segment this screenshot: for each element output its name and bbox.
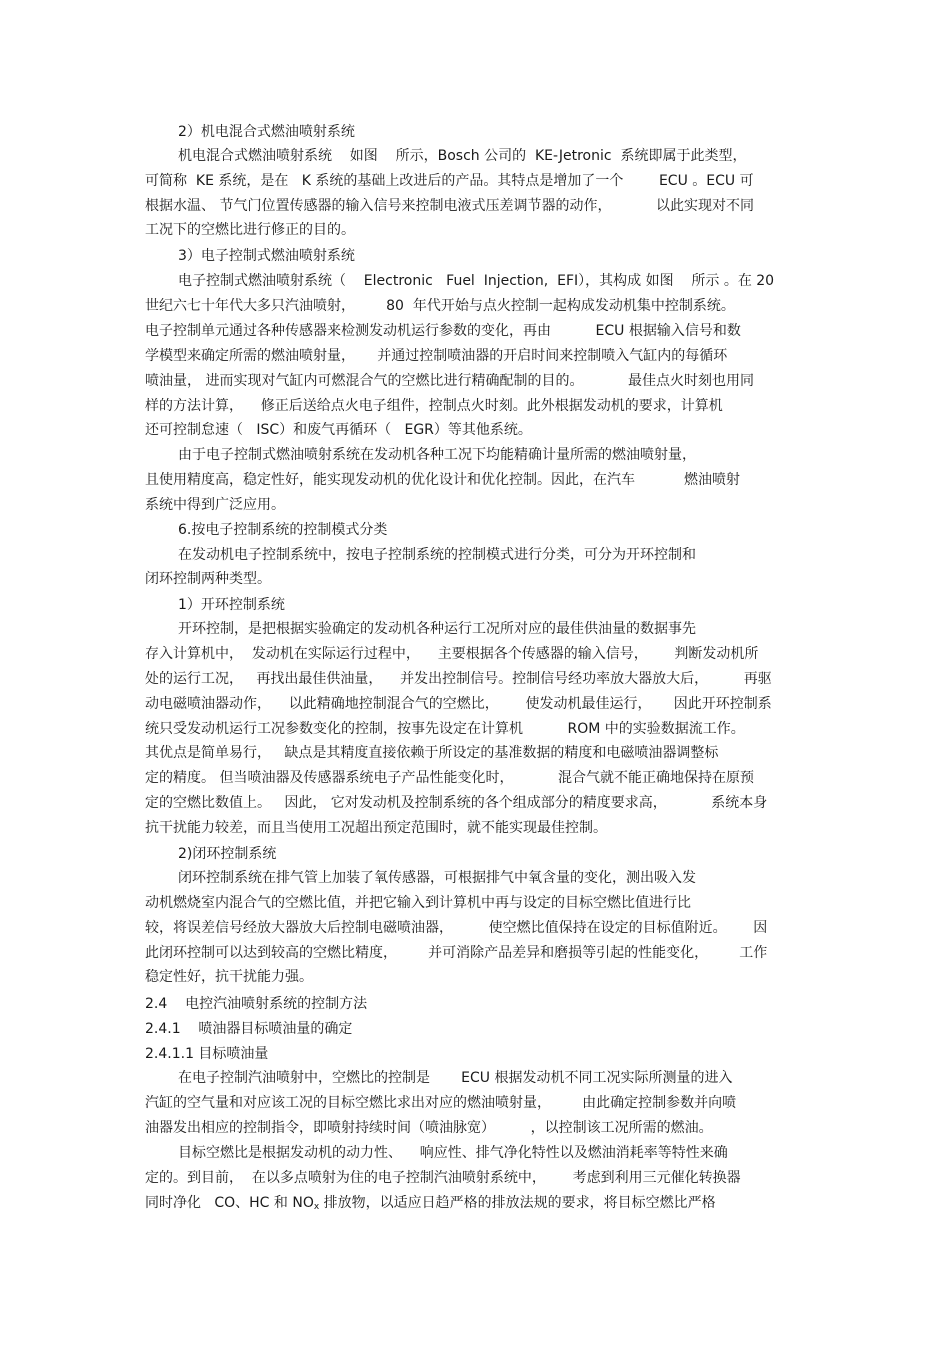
paragraph-line: 闭环控制系统在排气管上加装了氧传感器，可根据排气中氧含量的变化，测出吸入发 [178, 870, 696, 886]
paragraph-line: 还可控制怠速（ ISC）和废气再循环（ EGR）等其他系统。 [145, 422, 532, 438]
paragraph-line: 机电混合式燃油喷射系统 如图 所示，Bosch 公司的 KE-Jetronic 系统即属于此类型， [178, 148, 747, 164]
subscript-x: x [313, 1202, 320, 1212]
paragraph-line: 根据水温、 节气门位置传感器的输入信号来控制电液式压差调节器的动作， 以此实现对不同 [145, 198, 754, 214]
paragraph-line: 喷油量， 进而实现对气缸内可燃混合气的空燃比进行精确配制的目的。 最佳点火时刻也用同 [145, 373, 754, 389]
paragraph-line: 动电磁喷油器动作， 以此精确地控制混合气的空燃比， 使发动机最佳运行， 因此开环控制系 [145, 696, 772, 712]
paragraph-line: 定的精度。 但当喷油器及传感器系统电子产品性能变化时， 混合气就不能正确地保持在原预 [145, 770, 754, 786]
section-heading: 2）机电混合式燃油喷射系统 [178, 124, 355, 140]
paragraph-line: 此闭环控制可以达到较高的空燃比精度， 并可消除产品差异和磨损等引起的性能变化， 工作 [145, 945, 768, 961]
paragraph-line: 世纪六七十年代大多只汽油喷射， 80 年代开始与点火控制一起构成发动机集中控制系统。 [145, 298, 735, 314]
section-heading: 2.4.1.1 目标喷油量 [145, 1046, 269, 1062]
paragraph-line: 统只受发动机运行工况参数变化的控制，按事先设定在计算机 ROM 中的实验数据流工作。 [145, 721, 745, 737]
paragraph-line: 样的方法计算， 修正后送给点火电子组件，控制点火时刻。此外根据发动机的要求，计算机 [145, 398, 723, 414]
paragraph-line: 系统中得到广泛应用。 [145, 497, 285, 513]
paragraph-line: 闭环控制两种类型。 [145, 571, 271, 587]
paragraph-line: 稳定性好，抗干扰能力强。 [145, 969, 313, 985]
paragraph-line: 定的空燃比数值上。 因此， 它对发动机及控制系统的各个组成部分的精度要求高， 系统本身 [145, 795, 768, 811]
paragraph-line: 在发动机电子控制系统中，按电子控制系统的控制模式进行分类，可分为开环控制和 [178, 547, 696, 563]
section-heading: 2.4 电控汽油喷射系统的控制方法 [145, 996, 368, 1012]
paragraph-line: 电子控制式燃油喷射系统（ Electronic Fuel Injection, EFI），其构成 如图 所示 。在 20 [178, 273, 775, 289]
text-before-subscript: 同时净化 CO、HC 和 NO [145, 1195, 314, 1211]
section-heading: 2.4.1 喷油器目标喷油量的确定 [145, 1021, 353, 1037]
paragraph-line: 定的。到目前， 在以多点喷射为住的电子控制汽油喷射系统中， 考虑到利用三元催化转换器 [145, 1170, 741, 1186]
paragraph-line: 工况下的空燃比进行修正的目的。 [145, 222, 355, 238]
paragraph-line: 可简称 KE 系统，是在 K 系统的基础上改进后的产品。其特点是增加了一个 ECU 。ECU 可 [145, 173, 754, 189]
paragraph-line: 在电子控制汽油喷射中，空燃比的控制是 ECU 根据发动机不同工况实际所测量的进入 [178, 1070, 733, 1086]
paragraph-line: 学模型来确定所需的燃油喷射量， 并通过控制喷油器的开启时间来控制喷入气缸内的每循环 [145, 348, 728, 364]
paragraph-line: 且使用精度高，稳定性好，能实现发动机的优化设计和优化控制。因此，在汽车 燃油喷射 [145, 472, 740, 488]
paragraph-line [145, 1194, 716, 1216]
section-heading: 3）电子控制式燃油喷射系统 [178, 248, 355, 264]
paragraph-line: 目标空燃比是根据发动机的动力性、 响应性、排气净化特性以及燃油消耗率等特性来确 [178, 1145, 728, 1161]
paragraph-line: 电子控制单元通过各种传感器来检测发动机运行参数的变化，再由 ECU 根据输入信号和数 [145, 323, 741, 339]
paragraph-line: 存入计算机中， 发动机在实际运行过程中， 主要根据各个传感器的输入信号， 判断发动机所 [145, 646, 759, 662]
paragraph-line: 较，将误差信号经放大器放大后控制电磁喷油器， 使空燃比值保持在设定的目标值附近。 因 [145, 920, 768, 936]
paragraph-line: 油器发出相应的控制指令，即喷射持续时间（喷油脉宽） ，以控制该工况所需的燃油。 [145, 1120, 713, 1136]
paragraph-line: 由于电子控制式燃油喷射系统在发动机各种工况下均能精确计量所需的燃油喷射量， [178, 447, 696, 463]
section-heading: 1）开环控制系统 [178, 597, 285, 613]
text-after-subscript: 排放物，以适应日趋严格的排放法规的要求，将目标空燃比严格 [319, 1195, 716, 1211]
paragraph-line: 处的运行工况， 再找出最佳供油量， 并发出控制信号。控制信号经功率放大器放大后， 再驱 [145, 671, 772, 687]
section-heading: 2)闭环控制系统 [178, 846, 277, 862]
paragraph-line: 其优点是简单易行， 缺点是其精度直接依赖于所设定的基准数据的精度和电磁喷油器调整标 [145, 745, 719, 761]
paragraph-line: 抗干扰能力较差，而且当使用工况超出预定范围时，就不能实现最佳控制。 [145, 820, 607, 836]
paragraph-line: 动机燃烧室内混合气的空燃比值，并把它输入到计算机中再与设定的目标空燃比值进行比 [145, 895, 691, 911]
section-heading: 6.按电子控制系统的控制模式分类 [178, 522, 388, 538]
paragraph-line: 汽缸的空气量和对应该工况的目标空燃比求出对应的燃油喷射量， 由此确定控制参数并向喷 [145, 1095, 737, 1111]
paragraph-line: 开环控制，是把根据实验确定的发动机各种运行工况所对应的最佳供油量的数据事先 [178, 621, 696, 637]
